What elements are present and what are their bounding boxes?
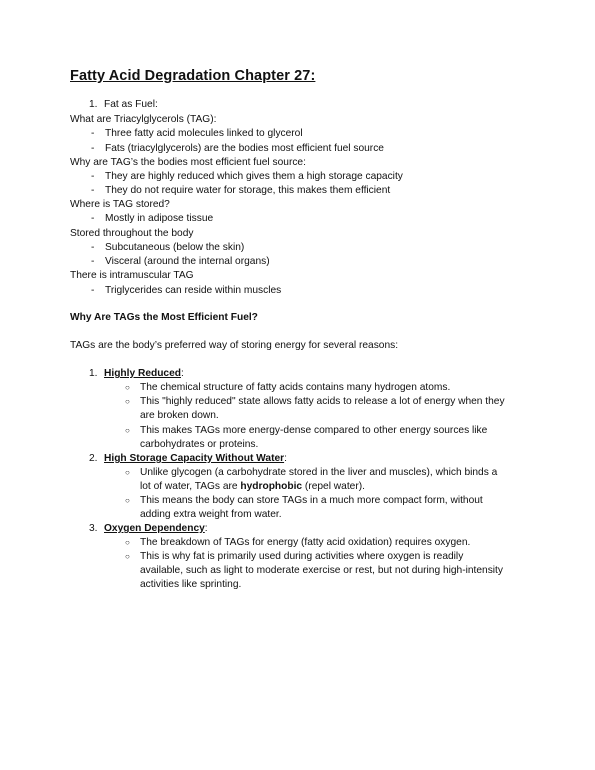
text-run: lot of water, TAGs are	[140, 481, 241, 492]
bold-term-hydrophobic: hydrophobic	[240, 481, 303, 492]
bullet-line: This "highly reduced" state allows fatty acids to release a lot of energy when they	[140, 396, 505, 407]
section-heading: Why Are TAGs the Most Efficient Fuel?	[70, 312, 258, 323]
bullet-line: Subcutaneous (below the skin)	[105, 242, 245, 253]
circle-bullet-icon: ○	[125, 538, 130, 547]
bullet-line: Visceral (around the internal organs)	[105, 256, 270, 267]
bullet-line: The breakdown of TAGs for energy (fatty acid oxidation) requires oxygen.	[140, 537, 471, 548]
section-intro: TAGs are the body’s preferred way of storing energy for several reasons:	[70, 340, 399, 351]
list-item-fat-as-fuel: Fat as Fuel:	[104, 99, 158, 110]
circle-bullet-icon: ○	[125, 468, 130, 477]
bullet-line-cont: carbohydrates or proteins.	[140, 439, 259, 450]
bullet-line-cont	[140, 480, 365, 494]
dash-marker: -	[91, 285, 95, 296]
question-line: Why are TAG’s the bodies most efficient fuel source:	[70, 157, 306, 168]
bullet-line: Triglycerides can reside within muscles	[105, 285, 282, 296]
reason-title-oxygen	[104, 522, 208, 536]
dash-marker: -	[91, 143, 95, 154]
question-line: There is intramuscular TAG	[70, 270, 194, 281]
list-number: 1.	[89, 99, 98, 110]
reason-title-highly-reduced	[104, 367, 184, 381]
dash-marker: -	[91, 242, 95, 253]
reason-title-text: High Storage Capacity Without Water	[104, 453, 285, 464]
colon: :	[180, 368, 184, 379]
list-number: 1.	[89, 368, 98, 379]
list-number: 2.	[89, 453, 98, 464]
reason-title-text: Oxygen Dependency	[104, 523, 205, 534]
bullet-line: Three fatty acid molecules linked to glycerol	[105, 128, 303, 139]
bullet-line: The chemical structure of fatty acids contains many hydrogen atoms.	[140, 382, 451, 393]
bullet-line: This means the body can store TAGs in a much more compact form, without	[140, 495, 483, 506]
question-line: Stored throughout the body	[70, 228, 194, 239]
question-line: Where is TAG stored?	[70, 199, 170, 210]
circle-bullet-icon: ○	[125, 496, 130, 505]
dash-marker: -	[91, 185, 95, 196]
circle-bullet-icon: ○	[125, 426, 130, 435]
dash-marker: -	[91, 128, 95, 139]
circle-bullet-icon: ○	[125, 397, 130, 406]
reason-title-storage	[104, 452, 287, 466]
bullet-line: Unlike glycogen (a carbohydrate stored in the liver and muscles), which binds a	[140, 467, 498, 478]
colon: :	[204, 523, 208, 534]
bullet-line: This makes TAGs more energy-dense compared to other energy sources like	[140, 425, 488, 436]
dash-marker: -	[91, 213, 95, 224]
text-run: (repel water).	[302, 481, 365, 492]
circle-bullet-icon: ○	[125, 552, 130, 561]
bullet-line: This is why fat is primarily used during activities where oxygen is readily	[140, 551, 464, 562]
bullet-line: They do not require water for storage, this makes them efficient	[105, 185, 391, 196]
list-number: 3.	[89, 523, 98, 534]
colon: :	[284, 453, 287, 464]
dash-marker: -	[91, 256, 95, 267]
question-line: What are Triacylglycerols (TAG):	[70, 114, 217, 125]
dash-marker: -	[91, 171, 95, 182]
bullet-line-cont: available, such as light to moderate exercise or rest, but not during high-intensity	[140, 565, 503, 576]
circle-bullet-icon: ○	[125, 383, 130, 392]
document-title: Fatty Acid Degradation Chapter 27:	[70, 68, 316, 84]
bullet-line-cont: adding extra weight from water.	[140, 509, 282, 520]
reason-title-text: Highly Reduced	[104, 368, 181, 379]
bullet-line: They are highly reduced which gives them a high storage capacity	[105, 171, 403, 182]
bullet-line-cont: are broken down.	[140, 410, 219, 421]
bullet-line: Mostly in adipose tissue	[105, 213, 214, 224]
bullet-line: Fats (triacylglycerols) are the bodies most efficient fuel source	[105, 143, 384, 154]
bullet-line-cont: activities like sprinting.	[140, 579, 242, 590]
